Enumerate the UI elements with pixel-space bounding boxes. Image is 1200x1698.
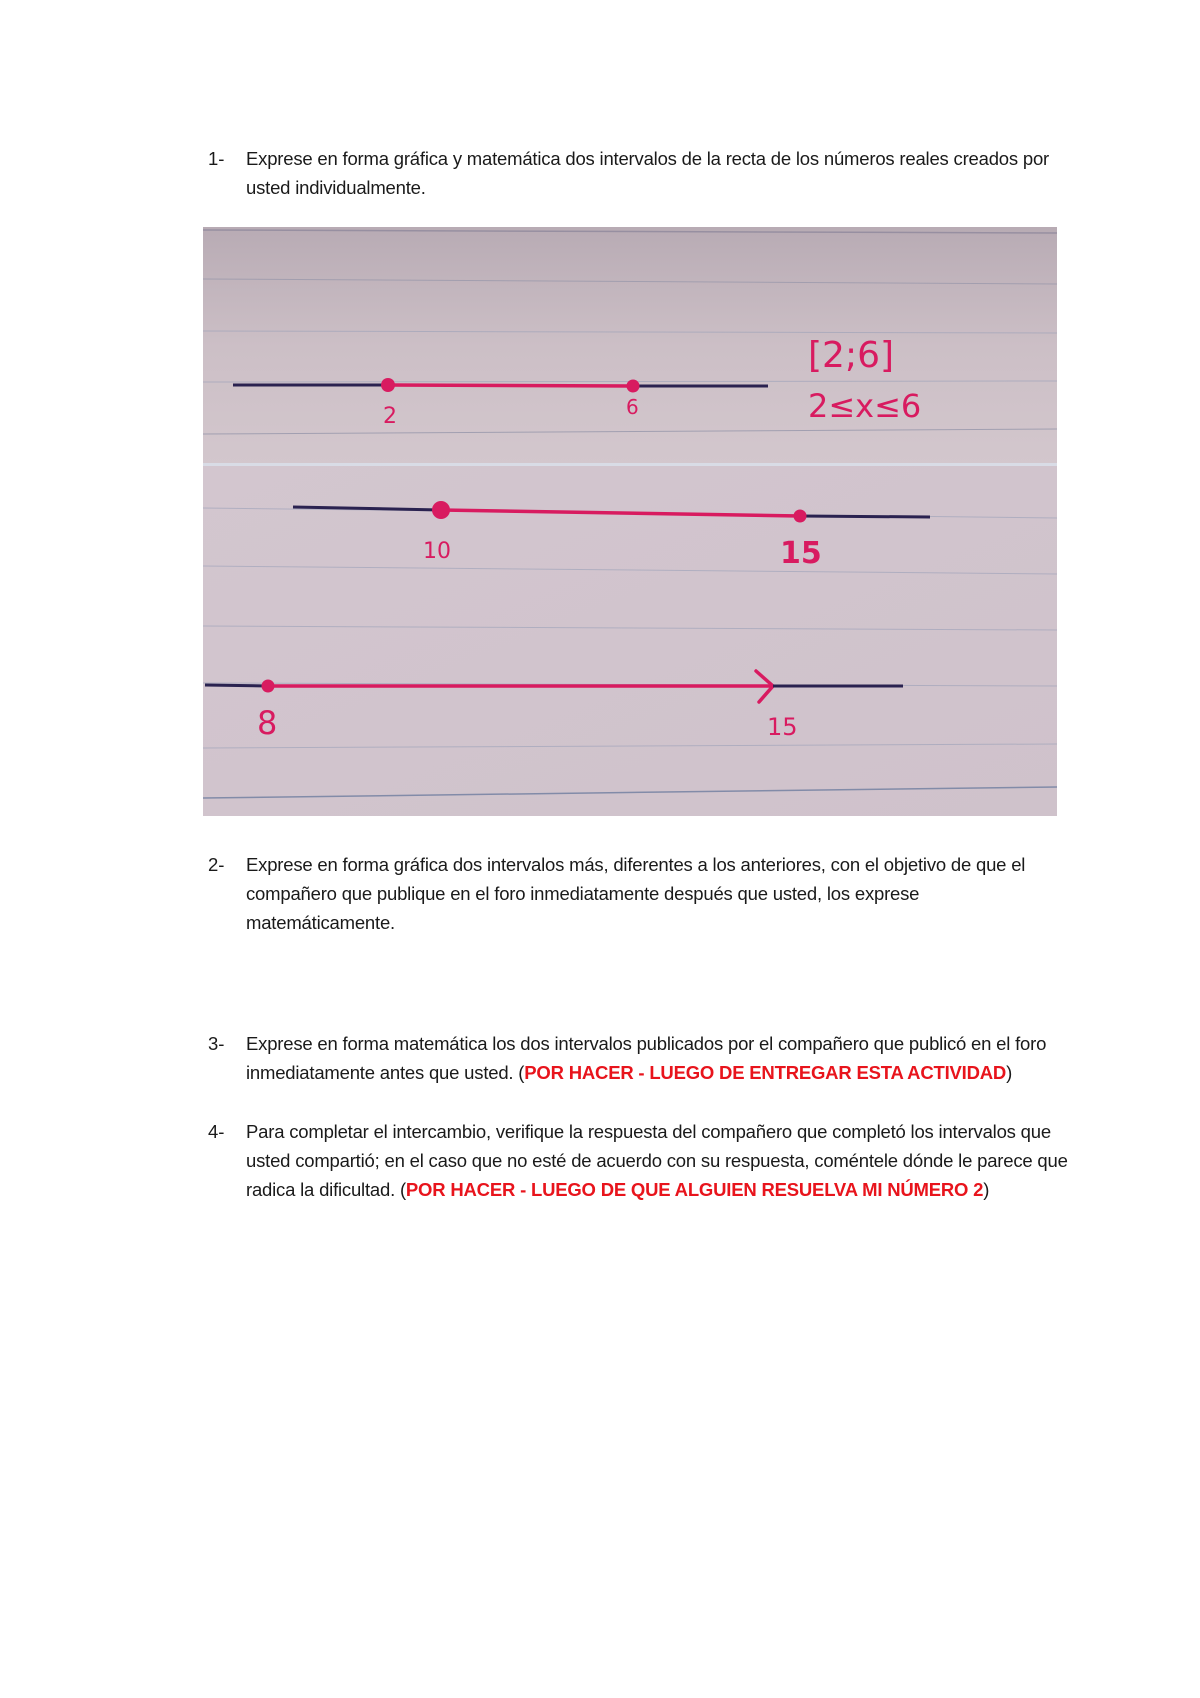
item-number: 4-	[208, 1121, 225, 1142]
closed-dot-6	[627, 380, 640, 393]
item-text: Exprese en forma gráfica y matemática dos intervalos de la recta de los números reales creados por usted individualmente.	[246, 148, 1050, 198]
list-item-3	[208, 1029, 1068, 1087]
tick-label-6: 6	[626, 395, 639, 419]
pending-note: POR HACER - LUEGO DE ENTREGAR ESTA ACTIVIDAD	[524, 1062, 1007, 1083]
item-number: 3-	[208, 1033, 225, 1054]
tick-label-2: 2	[383, 404, 397, 429]
item-text: Exprese en forma gráfica dos intervalos más, diferentes a los anteriores, con el objetivo de que el compañero que publique en el foro inmediatamente después que usted, los exprese matemáticamente.	[246, 854, 1026, 933]
tick-label-15: 15	[780, 536, 822, 571]
item-text-main: Para completar el intercambio, verifique la respuesta del compañero que completó los intervalos que usted compartió; en el caso que no esté de acuerdo con su respuesta, coméntele dónde le parece que radica la dificultad. (	[246, 1121, 1068, 1200]
item-number: 2-	[208, 854, 225, 875]
item-text-main: Exprese en forma matemática los dos intervalos publicados por el compañero que publicó en el foro inmediatamente antes que usted. (	[246, 1033, 1047, 1083]
interval-notation: [2;6]	[808, 335, 895, 376]
list-item-2	[208, 850, 1068, 937]
tick-label-10: 10	[423, 539, 451, 564]
closed-dot-8	[262, 680, 275, 693]
item-text	[246, 1029, 1068, 1087]
item-text-close: )	[1006, 1062, 1013, 1083]
tick-label-15-arrow: 15	[767, 713, 798, 741]
tick-label-8: 8	[257, 704, 278, 742]
closed-dot-10	[432, 501, 450, 519]
notebook-photo-2	[203, 466, 1057, 816]
item-text	[246, 1117, 1068, 1204]
closed-dot-15	[794, 510, 807, 523]
photo-interval-2-6	[203, 227, 1057, 466]
notebook-photo-1	[203, 227, 1057, 466]
item-text-close: )	[983, 1179, 990, 1200]
item-number: 1-	[208, 148, 225, 169]
list-item-4	[208, 1117, 1068, 1204]
photo-intervals-10-15-and-8-15	[203, 466, 1057, 816]
pending-note: POR HACER - LUEGO DE QUE ALGUIEN RESUELVA MI NÚMERO 2	[405, 1179, 984, 1200]
inequality-notation: 2≤x≤6	[808, 387, 922, 425]
closed-dot-2	[381, 378, 395, 392]
list-item-1	[208, 144, 1068, 202]
